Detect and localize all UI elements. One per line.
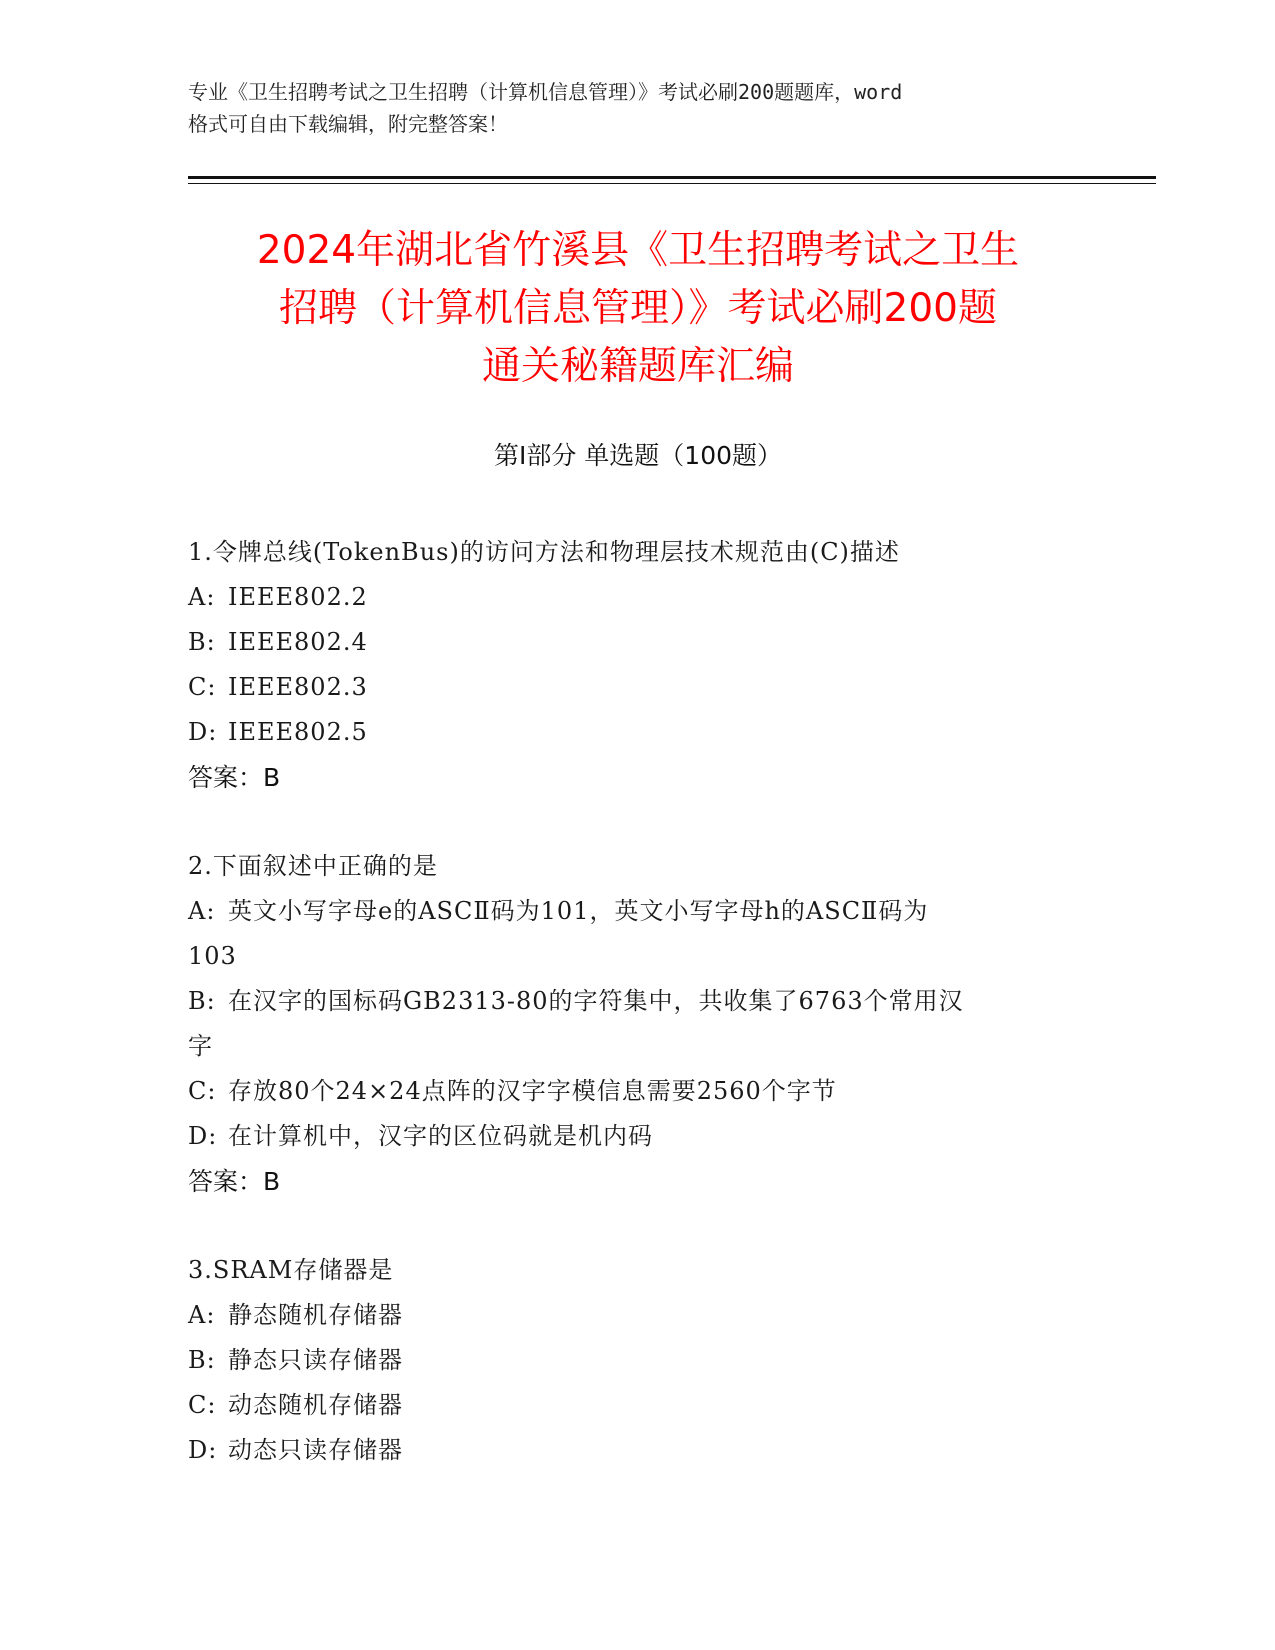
header-note (188, 76, 1088, 140)
header-note-line-1: 专业《卫生招聘考试之卫生招聘（计算机信息管理）》考试必刷200题题库，word (188, 80, 903, 104)
option-a (188, 1293, 1068, 1338)
option-text: 静态只读存储器 (228, 1346, 403, 1374)
document-title-line-3: 通关秘籍题库汇编 (481, 344, 794, 389)
option-letter: D: (188, 1122, 218, 1150)
header-note-line-2: 格式可自由下载编辑，附完整答案！ (188, 112, 508, 136)
option-b (188, 979, 1068, 1024)
option-text: 英文小写字母e的ASCⅡ码为101，英文小写字母h的ASCⅡ码为 (228, 897, 929, 925)
header-divider-thick (188, 176, 1156, 179)
document-title-line-1: 2024年湖北省竹溪县《卫生招聘考试之卫生 (256, 228, 1020, 273)
option-text: IEEE802.2 (228, 583, 368, 611)
question-2 (188, 844, 1068, 1204)
option-text: IEEE802.5 (228, 718, 368, 746)
option-letter: B: (188, 987, 216, 1015)
option-d (188, 1428, 1068, 1473)
option-text: 动态只读存储器 (228, 1436, 403, 1464)
section-title: 第Ⅰ部分 单选题（100题） (493, 441, 783, 470)
option-d (188, 1114, 1068, 1159)
question-stem: 3.SRAM存储器是 (188, 1256, 394, 1284)
question-1 (188, 530, 1068, 800)
option-a (188, 575, 1068, 620)
question-3 (188, 1248, 1068, 1473)
question-stem: 1.令牌总线(TokenBus)的访问方法和物理层技术规范由(C)描述 (188, 538, 900, 566)
option-letter: C: (188, 673, 217, 701)
option-letter: A: (188, 897, 216, 925)
header-divider-thin (188, 183, 1156, 184)
document-title-line-2: 招聘（计算机信息管理）》考试必刷200题 (279, 286, 997, 331)
option-d (188, 710, 1068, 755)
answer-line: 答案：B (188, 1167, 281, 1196)
option-text: 存放80个24×24点阵的汉字字模信息需要2560个字节 (228, 1077, 837, 1105)
option-letter: C: (188, 1077, 217, 1105)
option-c (188, 665, 1068, 710)
option-letter: B: (188, 628, 216, 656)
option-b (188, 620, 1068, 665)
option-a (188, 889, 1068, 934)
option-letter: C: (188, 1391, 217, 1419)
question-stem: 2.下面叙述中正确的是 (188, 852, 438, 880)
option-text: 静态随机存储器 (228, 1301, 403, 1329)
option-b (188, 1338, 1068, 1383)
option-a-continuation: 103 (188, 942, 237, 970)
option-text: IEEE802.3 (228, 673, 368, 701)
option-letter: B: (188, 1346, 216, 1374)
option-letter: A: (188, 583, 216, 611)
question-list (188, 530, 1068, 1517)
option-c (188, 1069, 1068, 1114)
option-text: IEEE802.4 (228, 628, 368, 656)
option-c (188, 1383, 1068, 1428)
option-letter: D: (188, 718, 218, 746)
option-text: 在计算机中，汉字的区位码就是机内码 (228, 1122, 653, 1150)
option-b-continuation: 字 (188, 1032, 213, 1060)
option-text: 动态随机存储器 (228, 1391, 403, 1419)
option-letter: D: (188, 1436, 218, 1464)
option-letter: A: (188, 1301, 216, 1329)
document-title (188, 222, 1088, 396)
option-text: 在汉字的国标码GB2313-80的字符集中，共收集了6763个常用汉 (228, 987, 964, 1015)
answer-line: 答案：B (188, 763, 281, 792)
